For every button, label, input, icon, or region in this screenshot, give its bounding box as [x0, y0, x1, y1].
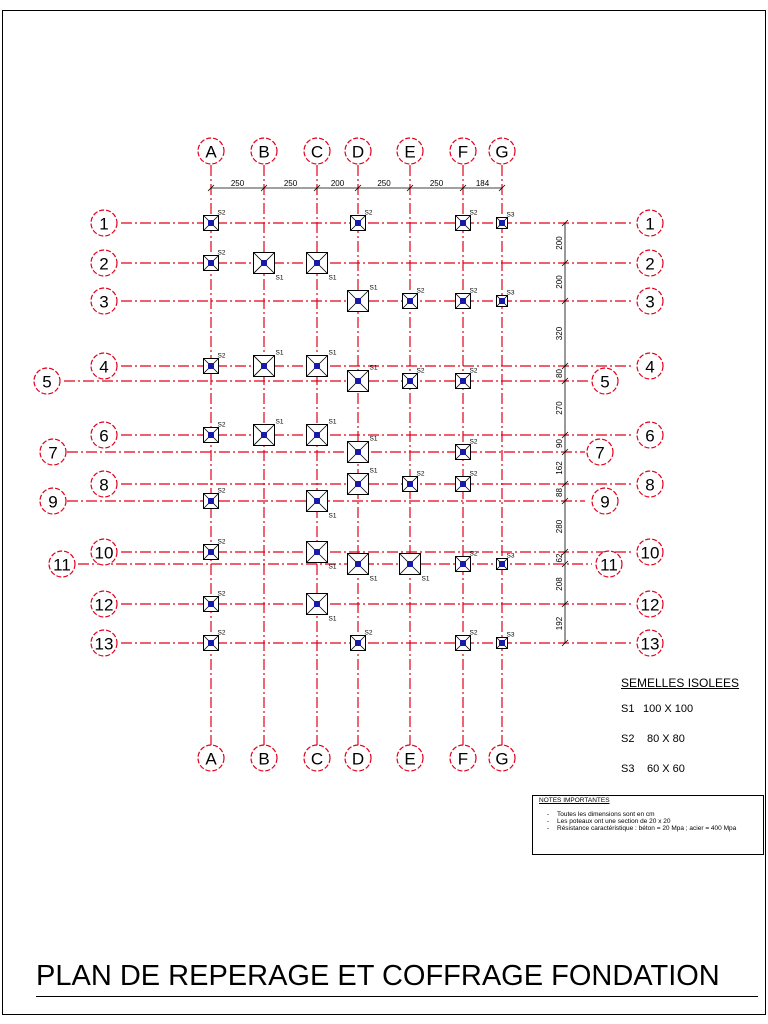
axis-bubble-left-7: [40, 439, 66, 465]
axis-bubble-right-2: [637, 250, 663, 276]
dim-value-right: 62: [555, 553, 564, 563]
footing-post: [314, 498, 320, 504]
footing-s2-E8: [403, 471, 425, 492]
axis-bubble-bottom-F-label: F: [457, 749, 469, 769]
footing-post: [314, 601, 320, 607]
axis-bubble-right-5-label: 5: [600, 372, 610, 392]
axis-bubble-bottom-D-label: D: [351, 749, 365, 769]
footing-type-label: S2: [217, 421, 226, 429]
axis-bubble-bottom-E-label: E: [404, 749, 416, 769]
footing-s1-B4: [254, 350, 284, 377]
axis-bubble-right-10-label: 10: [640, 543, 660, 563]
footing-post: [407, 298, 413, 304]
footing-post: [355, 481, 361, 487]
footing-post: [261, 260, 267, 266]
note-item: [539, 825, 757, 832]
footing-s2-A2: [204, 250, 226, 271]
footing-s3-G1: [497, 212, 515, 229]
footing-type-label: S1: [421, 575, 430, 583]
axis-bubble-left-1-label: 1: [99, 214, 109, 234]
footing-type-label: S1: [369, 467, 378, 475]
footing-post: [355, 561, 361, 567]
footing-type-label: S1: [369, 435, 378, 443]
footing-type-label: S1: [369, 284, 378, 292]
footing-type-label: S2: [217, 487, 226, 495]
footing-type-label: S1: [369, 364, 378, 372]
footing-post: [208, 549, 214, 555]
note-bullet: -: [547, 825, 550, 832]
axis-bubble-left-12-label: 12: [94, 595, 114, 615]
footing-s2-A10: [204, 539, 226, 560]
axis-bubble-left-8: [91, 471, 117, 497]
footing-post: [355, 449, 361, 455]
footing-type-label: S2: [469, 367, 478, 375]
legend-title: SEMELLES ISOLEES: [621, 676, 740, 690]
axis-bubble-right-8-label: 8: [645, 475, 655, 495]
axis-bubble-right-13: [637, 630, 663, 656]
note-text: Toutes les dimensions sont en cm: [557, 811, 655, 818]
axis-bubble-right-13-label: 13: [640, 634, 660, 654]
axis-bubble-top-B: [251, 138, 277, 164]
footing-type-label: S1: [275, 349, 284, 357]
axis-bubble-bottom-F: [450, 745, 476, 771]
footing-type-label: S1: [328, 563, 337, 571]
footing-type-label: S3: [506, 552, 515, 560]
axis-bubble-left-4: [91, 353, 117, 379]
footing-post: [355, 378, 361, 384]
footing-type-label: S1: [328, 274, 337, 282]
axis-bubble-top-D-label: D: [351, 142, 365, 162]
axis-bubble-top-F: [450, 138, 476, 164]
axis-bubble-bottom-A-label: A: [205, 749, 217, 769]
legend-key: S1: [621, 703, 635, 715]
footing-type-label: S2: [217, 538, 226, 546]
note-text: Les poteaux ont une section de 20 x 20: [557, 818, 671, 825]
footing-type-label: S3: [506, 289, 515, 297]
footing-type-label: S1: [275, 418, 284, 426]
footing-post: [460, 449, 466, 455]
dim-value-right: 320: [555, 326, 564, 341]
footing-post: [499, 561, 505, 567]
footing-s1-D7: [348, 436, 378, 463]
note-item: [539, 818, 757, 825]
axis-bubble-top-E-label: E: [404, 142, 416, 162]
footing-type-label: S2: [416, 287, 425, 295]
footing-s1-C6: [307, 419, 337, 446]
dim-value-top: 250: [377, 179, 391, 188]
legend-row-s1: [621, 703, 751, 733]
dim-value-top: 184: [475, 179, 490, 188]
footing-s3-G11: [497, 553, 515, 570]
footing-s1-D5: [348, 365, 378, 392]
axis-bubble-bottom-G: [489, 745, 515, 771]
axis-bubble-right-11: [596, 551, 622, 577]
footing-post: [407, 378, 413, 384]
dim-value-top: 250: [429, 179, 444, 188]
footing-post: [314, 363, 320, 369]
axis-bubble-bottom-B-label: B: [258, 749, 270, 769]
dim-value-right: 280: [555, 519, 564, 534]
footing-post: [208, 220, 214, 226]
footing-s2-F3: [456, 288, 478, 309]
footing-post: [499, 220, 505, 226]
footing-s2-A4: [204, 353, 226, 374]
footing-post: [208, 260, 214, 266]
dim-value-right: 208: [555, 577, 564, 591]
footing-post: [261, 363, 267, 369]
dim-value-right: 88: [555, 488, 564, 497]
dim-value-top: 250: [230, 179, 245, 188]
footing-s2-F1: [456, 210, 478, 231]
axis-bubble-top-G-label: G: [495, 142, 509, 162]
footing-type-label: S1: [369, 575, 378, 583]
footing-type-label: S2: [364, 209, 373, 217]
footing-type-label: S2: [469, 438, 478, 446]
dim-value-right: 162: [555, 461, 564, 475]
dimension-chains: [208, 179, 568, 646]
footing-s1-C4: [307, 350, 337, 377]
footing-s1-C12: [307, 594, 337, 623]
axis-bubble-right-8: [637, 471, 663, 497]
axis-bubble-right-10: [637, 539, 663, 565]
axis-bubble-left-3: [91, 288, 117, 314]
footing-s1-C10: [307, 542, 337, 571]
footing-s1-E11: [400, 554, 430, 583]
axis-bubble-bottom-E: [397, 745, 423, 771]
axis-bubble-top-D: [345, 138, 371, 164]
footing-type-label: S2: [469, 470, 478, 478]
dim-value-right: 270: [555, 401, 564, 415]
axis-bubble-left-1: [91, 210, 117, 236]
dim-value-top: 200: [330, 179, 345, 188]
footing-post: [460, 640, 466, 646]
axis-bubble-bottom-C-label: C: [310, 749, 324, 769]
legend-size: 80 X 80: [647, 733, 685, 745]
footing-s2-A13: [204, 630, 226, 651]
axis-bubble-right-9: [592, 488, 618, 514]
legend-key: S2: [621, 733, 635, 745]
footing-s2-A1: [204, 210, 226, 231]
footing-post: [314, 260, 320, 266]
footing-post: [355, 640, 361, 646]
footing-type-label: S2: [217, 629, 226, 637]
legend-row-s2: [621, 733, 751, 763]
footing-s1-C2: [307, 253, 337, 282]
footing-type-label: S2: [364, 629, 373, 637]
legend-size: 60 X 60: [647, 763, 685, 775]
footing-type-label: S2: [217, 590, 226, 598]
axis-bubble-left-10-label: 10: [94, 543, 114, 563]
axis-bubble-left-11-label: 11: [53, 555, 71, 575]
axis-bubble-left-8-label: 8: [99, 475, 109, 495]
footing-post: [460, 481, 466, 487]
footing-type-label: S3: [506, 631, 515, 639]
axis-bubble-right-11-label: 11: [600, 555, 618, 575]
axis-bubble-left-7-label: 7: [48, 443, 58, 463]
footing-type-label: S2: [217, 352, 226, 360]
footing-type-label: S1: [275, 274, 284, 282]
axis-bubble-top-C-label: C: [310, 142, 324, 162]
footing-legend: [621, 676, 751, 793]
notes-box: [532, 795, 764, 855]
footing-type-label: S2: [469, 287, 478, 295]
footing-post: [208, 601, 214, 607]
axis-bubble-right-3-label: 3: [645, 292, 655, 312]
axis-bubble-top-E: [397, 138, 423, 164]
axis-bubble-right-9-label: 9: [600, 492, 610, 512]
footing-type-label: S2: [416, 367, 425, 375]
footing-type-label: S2: [469, 209, 478, 217]
footing-s2-F11: [456, 551, 478, 572]
footing-s1-B6: [254, 419, 284, 446]
footing-type-label: S2: [469, 550, 478, 558]
axis-bubble-left-9: [40, 488, 66, 514]
axis-bubble-top-A: [198, 138, 224, 164]
legend-key: S3: [621, 763, 635, 775]
note-bullet: -: [547, 811, 550, 818]
axis-bubble-right-7: [587, 439, 613, 465]
axis-bubble-right-4-label: 4: [645, 357, 655, 377]
footing-s2-E5: [403, 368, 425, 389]
axis-bubble-bottom-C: [304, 745, 330, 771]
footing-s2-E3: [403, 288, 425, 309]
axis-bubble-left-10: [91, 539, 117, 565]
axis-bubble-bottom-G-label: G: [495, 749, 509, 769]
axis-bubble-bottom-A: [198, 745, 224, 771]
footing-post: [355, 298, 361, 304]
footing-type-label: S2: [416, 470, 425, 478]
footing-s3-G13: [497, 632, 515, 649]
footing-s2-F5: [456, 368, 478, 389]
footing-type-label: S2: [469, 629, 478, 637]
footing-post: [460, 561, 466, 567]
footing-s2-D13: [351, 630, 373, 651]
footing-post: [499, 640, 505, 646]
axis-bubble-left-4-label: 4: [99, 357, 109, 377]
footing-s1-D11: [348, 554, 378, 583]
dim-value-top: 250: [283, 179, 298, 188]
footing-post: [314, 549, 320, 555]
axis-bubble-right-4: [637, 353, 663, 379]
axis-bubble-top-F-label: F: [457, 142, 469, 162]
axis-bubble-left-2-label: 2: [99, 254, 109, 274]
dim-value-right: 192: [555, 616, 564, 631]
dim-value-right: 200: [555, 275, 564, 289]
legend-row-s3: [621, 763, 751, 793]
axis-bubble-top-A-label: A: [205, 142, 217, 162]
footing-post: [460, 220, 466, 226]
footing-type-label: S2: [217, 249, 226, 257]
axis-bubble-right-12: [637, 591, 663, 617]
footing-post: [208, 498, 214, 504]
footing-post: [407, 561, 413, 567]
note-text: Résistance caractéristique : béton = 20 Mpa ; acier = 400 Mpa: [557, 825, 737, 832]
footing-post: [208, 432, 214, 438]
footing-type-label: S1: [328, 512, 337, 520]
axis-bubble-right-6-label: 6: [645, 426, 655, 446]
footing-post: [355, 220, 361, 226]
axis-bubble-left-13: [91, 630, 117, 656]
note-item: [539, 811, 757, 818]
axis-bubble-left-2: [91, 250, 117, 276]
footing-post: [314, 432, 320, 438]
footing-s2-D1: [351, 210, 373, 231]
footing-s2-A12: [204, 591, 226, 612]
footing-s1-B2: [254, 253, 284, 282]
dim-value-right: 200: [555, 236, 564, 250]
footing-s1-D3: [348, 285, 378, 312]
footing-post: [460, 378, 466, 384]
axis-bubble-left-6-label: 6: [99, 426, 109, 446]
footing-s2-A6: [204, 422, 226, 443]
axis-bubble-top-G: [489, 138, 515, 164]
axis-bubble-bottom-B: [251, 745, 277, 771]
footing-post: [499, 298, 505, 304]
footing-type-label: S1: [328, 349, 337, 357]
dim-value-right: 80: [555, 369, 564, 378]
axis-bubble-left-6: [91, 422, 117, 448]
footing-post: [460, 298, 466, 304]
footing-s2-F7: [456, 439, 478, 460]
footing-s2-F13: [456, 630, 478, 651]
axis-bubble-left-13-label: 13: [94, 634, 114, 654]
axis-bubble-left-5: [34, 368, 60, 394]
axis-bubble-right-12-label: 12: [640, 595, 660, 615]
footing-post: [208, 363, 214, 369]
footing-s2-A9: [204, 488, 226, 509]
dim-value-right: 90: [555, 439, 564, 448]
axis-bubble-left-9-label: 9: [48, 492, 58, 512]
axis-bubble-left-11: [49, 551, 75, 577]
legend-size: 100 X 100: [643, 703, 694, 715]
footing-s3-G3: [497, 290, 515, 307]
axis-bubble-left-12: [91, 591, 117, 617]
axis-bubble-bottom-D: [345, 745, 371, 771]
note-bullet: -: [547, 818, 550, 825]
footing-s2-F8: [456, 471, 478, 492]
axis-bubble-top-B-label: B: [258, 142, 270, 162]
footings: [204, 210, 515, 651]
axis-bubble-right-1: [637, 210, 663, 236]
footing-type-label: S1: [328, 615, 337, 623]
footing-post: [208, 640, 214, 646]
footing-type-label: S2: [217, 209, 226, 217]
footing-s1-C9: [307, 491, 337, 520]
footing-s1-D8: [348, 468, 378, 495]
title-underline: [36, 996, 758, 997]
footing-type-label: S3: [506, 211, 515, 219]
axis-bubble-right-6: [637, 422, 663, 448]
axis-bubble-right-5: [592, 368, 618, 394]
axis-bubble-left-3-label: 3: [99, 292, 109, 312]
footing-type-label: S1: [328, 418, 337, 426]
axis-bubble-right-7-label: 7: [595, 443, 605, 463]
axis-bubble-right-1-label: 1: [645, 214, 655, 234]
notes-title: NOTES IMPORTANTES: [539, 797, 610, 804]
drawing-title: PLAN DE REPERAGE ET COFFRAGE FONDATION: [36, 960, 720, 992]
footing-post: [261, 432, 267, 438]
axis-bubble-right-3: [637, 288, 663, 314]
footing-post: [407, 481, 413, 487]
axis-bubble-left-5-label: 5: [42, 372, 52, 392]
axis-bubble-top-C: [304, 138, 330, 164]
axis-bubble-right-2-label: 2: [645, 254, 655, 274]
